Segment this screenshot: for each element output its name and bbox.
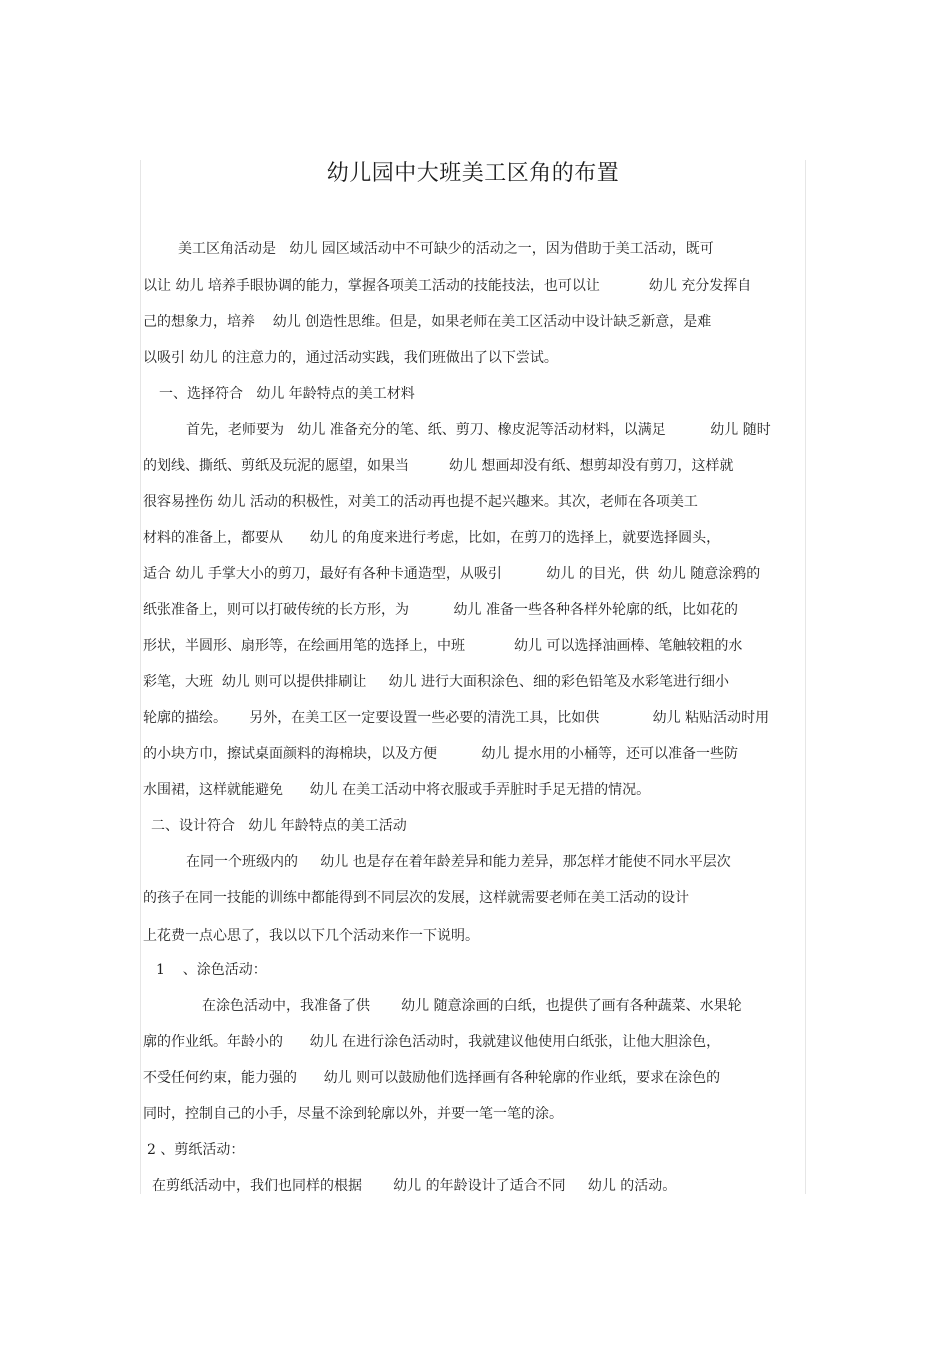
body-line: 以让 幼儿 培养手眼协调的能力，掌握各项美工活动的技能技法，也可以让 幼儿 充分发挥自 [143,278,752,294]
section-heading: 二、设计符合 幼儿 年龄特点的美工活动 [151,818,407,834]
subsection-heading: 1 、涂色活动： [156,962,267,978]
body-line: 同时，控制自己的小手，尽量不涂到轮廓以外，并要一笔一笔的涂。 [143,1106,563,1122]
body-line: 上花费一点心思了，我以以下几个活动来作一下说明。 [143,928,479,944]
body-line: 水围裙，这样就能避免 幼儿 在美工活动中将衣服或手弄脏时手足无措的情况。 [143,782,651,798]
body-line: 廓的作业纸。年龄小的 幼儿 在进行涂色活动时，我就建议他使用白纸张，让他大胆涂色， [143,1034,721,1050]
body-line: 在涂色活动中，我准备了供 幼儿 随意涂画的白纸，也提供了画有各种蔬菜、水果轮 [202,998,742,1014]
body-line: 的划线、撕纸、剪纸及玩泥的愿望，如果当 幼儿 想画却没有纸、想剪却没有剪刀，这样就 [143,458,734,474]
body-line: 在剪纸活动中，我们也同样的根据 幼儿 的年龄设计了适合不同 幼儿 的活动。 [152,1178,677,1194]
body-line: 的孩子在同一技能的训练中都能得到不同层次的发展，这样就需要老师在美工活动的设计 [143,890,689,906]
body-line: 彩笔，大班 幼儿 则可以提供排刷让 幼儿 进行大面积涂色、细的彩色铅笔及水彩笔进行细小 [143,674,730,690]
body-line: 以吸引 幼儿 的注意力的，通过活动实践，我们班做出了以下尝试。 [143,350,558,366]
body-line: 在同一个班级内的 幼儿 也是存在着年龄差异和能力差异，那怎样才能使不同水平层次 [186,854,731,870]
body-line: 不受任何约束，能力强的 幼儿 则可以鼓励他们选择画有各种轮廓的作业纸，要求在涂色的 [143,1070,721,1086]
document-title: 幼儿园中大班美工区角的布置 [326,161,620,186]
body-line: 轮廓的描绘。 另外，在美工区一定要设置一些必要的清洗工具，比如供 幼儿 粘贴活动时用 [143,710,770,726]
body-line: 形状，半圆形、扇形等，在绘画用笔的选择上，中班 幼儿 可以选择油画棒、笔触较粗的水 [143,638,743,654]
body-line: 材料的准备上，都要从 幼儿 的角度来进行考虑，比如，在剪刀的选择上，就要选择圆头， [143,530,721,546]
body-line: 纸张准备上，则可以打破传统的长方形，为 幼儿 准备一些各种各样外轮廓的纸，比如花的 [143,602,738,618]
subsection-heading: 2 、剪纸活动： [147,1142,245,1158]
body-line: 适合 幼儿 手掌大小的剪刀，最好有各种卡通造型，从吸引 幼儿 的目光，供 幼儿 随意涂鸦的 [143,566,761,582]
body-line: 很容易挫伤 幼儿 活动的积极性，对美工的活动再也提不起兴趣来。其次，老师在各项美工 [143,494,698,510]
body-line: 美工区角活动是 幼儿 园区域活动中不可缺少的活动之一，因为借助于美工活动，既可 [178,241,714,257]
body-line: 首先，老师要为 幼儿 准备充分的笔、纸、剪刀、橡皮泥等活动材料，以满足 幼儿 随时 [186,422,771,438]
body-line: 的小块方巾，擦试桌面颜料的海棉块，以及方便 幼儿 提水用的小桶等，还可以准备一些防 [143,746,738,762]
section-heading: 一、选择符合 幼儿 年龄特点的美工材料 [159,386,415,402]
body-line: 己的想象力，培养 幼儿 创造性思维。但是，如果老师在美工区活动中设计缺乏新意，是难 [143,314,712,330]
